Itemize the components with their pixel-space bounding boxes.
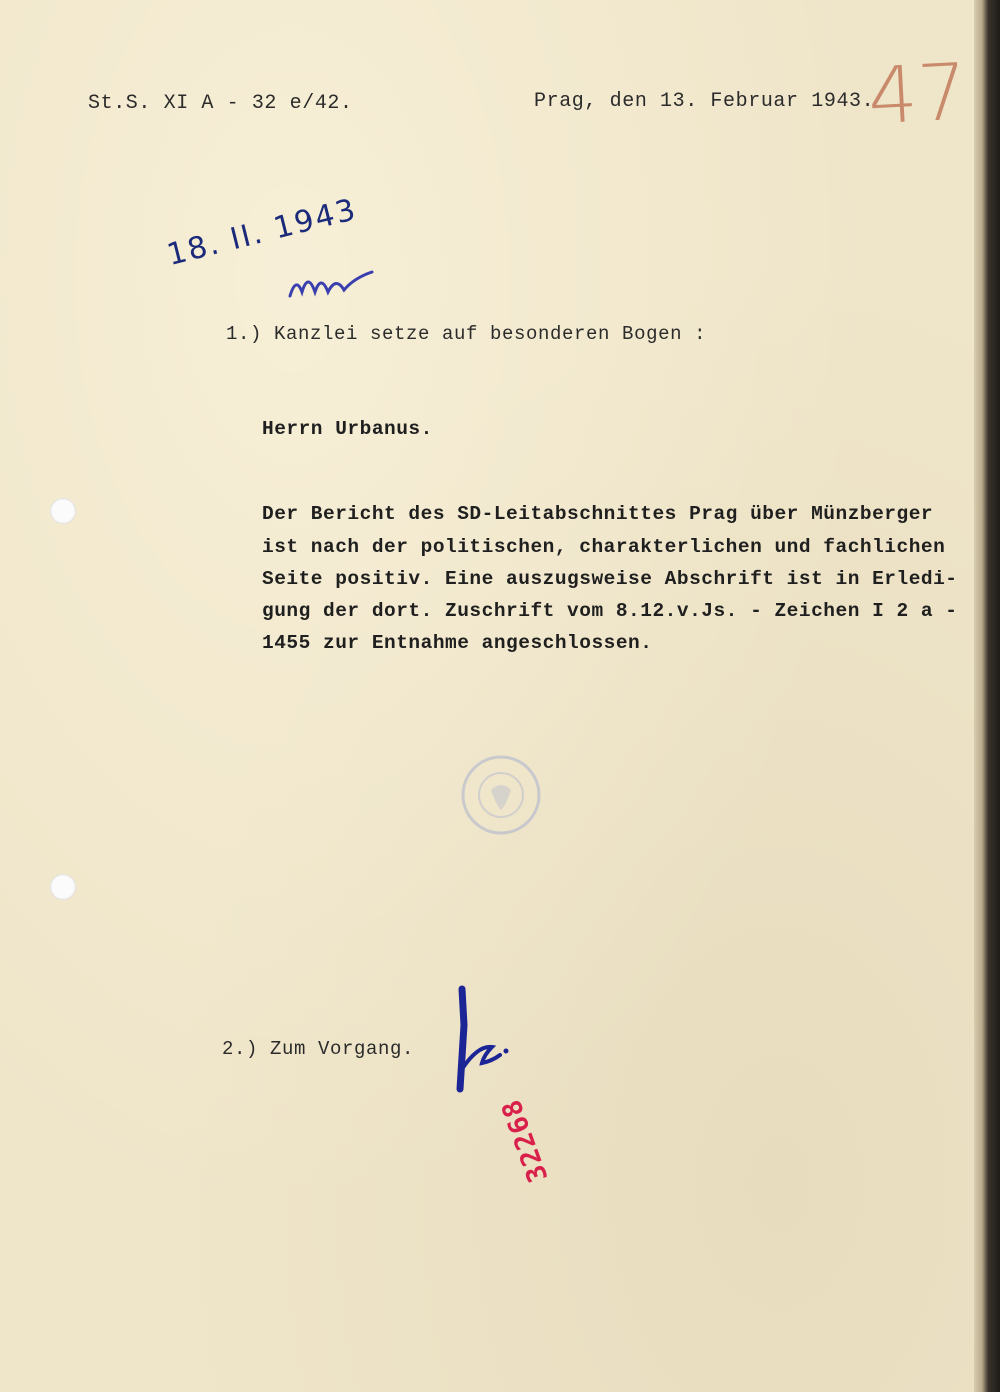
- body-line-1: Der Bericht des SD-Leitabschnittes Prag über Münzberger: [262, 503, 934, 525]
- addressee: Herrn Urbanus.: [262, 418, 433, 440]
- received-date-stamp: 18. II. 1943: [163, 192, 361, 273]
- body-line-3: Seite positiv. Eine auszugsweise Abschrift ist in Erledi-: [262, 568, 958, 590]
- body-line-2: ist nach der politischen, charakterlichen und fachlichen: [262, 536, 946, 558]
- page-edge-shadow: [974, 0, 1000, 1392]
- body-line-5: 1455 zur Entnahme angeschlossen.: [262, 632, 653, 654]
- initials-signature: [288, 262, 378, 302]
- file-reference: St.S. XI A - 32 e/42.: [88, 92, 353, 115]
- red-registry-number: 32268: [495, 1094, 555, 1187]
- faint-round-stamp: [456, 750, 546, 840]
- punch-hole-top: [50, 498, 76, 524]
- item1-instruction: 1.) Kanzlei setze auf besonderen Bogen :: [226, 323, 707, 345]
- ink-signature: [448, 985, 518, 1095]
- folio-number: 47: [865, 47, 970, 143]
- place-and-date: Prag, den 13. Februar 1943.: [534, 90, 875, 113]
- punch-hole-bottom: [50, 874, 76, 900]
- body-line-4: gung der dort. Zuschrift vom 8.12.v.Js. - Zeichen I 2 a -: [262, 600, 958, 622]
- item2-instruction: 2.) Zum Vorgang.: [222, 1038, 415, 1060]
